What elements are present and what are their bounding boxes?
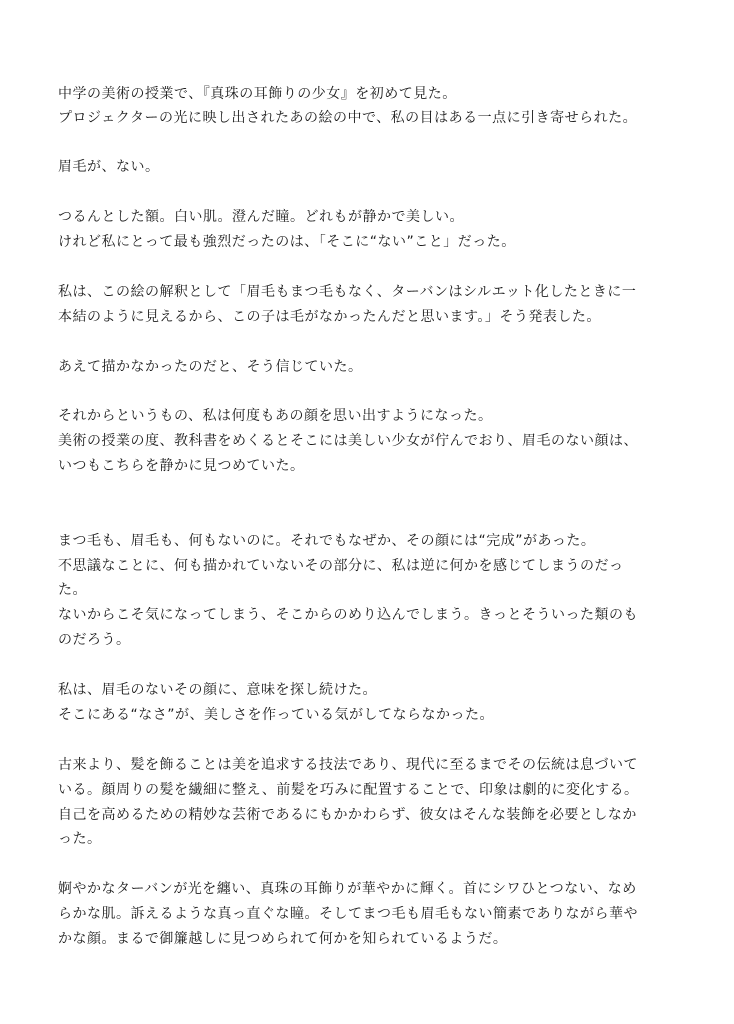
text-line: いつもこちらを静かに見つめていた。 [58, 458, 305, 474]
text-line: た。 [58, 582, 87, 598]
text-line: 不思議なことに、何も描かれていないその部分に、私は逆に何かを感じてしまうのだっ [58, 558, 624, 574]
text-line: 私は、眉毛のないその顔に、意味を探し続けた。 [58, 682, 377, 698]
text-line: 中学の美術の授業で、『真珠の耳飾りの少女』を初めて見た。 [58, 86, 457, 102]
text-line: 婀やかなターバンが光を纏い、真珠の耳飾りが華やかに輝く。首にシワひとつない、なめ [58, 881, 637, 897]
text-line: つるんとした額。白い肌。澄んだ瞳。どれもが静かで美しい。 [58, 209, 464, 225]
text-line: 美術の授業の度、教科書をめくるとそこには美しい少女が佇んでおり、眉毛のない顔は、 [58, 433, 638, 449]
text-line: それからというもの、私は何度もあの顔を思い出すようになった。 [58, 408, 493, 424]
text-line: そこにある“なさ”が、美しさを作っている気がしてならなかった。 [58, 707, 495, 723]
text-line: ないからこそ気になってしまう、そこからのめり込んでしまう。きっとそういった類のも [58, 607, 638, 623]
text-line: のだろう。 [58, 632, 131, 648]
text-line: らかな肌。訴えるような真っ直ぐな瞳。そしてまつ毛も眉毛もない簡素でありながら華や [58, 906, 638, 922]
text-line: いる。顔周りの髪を繊細に整え、前髪を巧みに配置することで、印象は劇的に変化する。 [58, 782, 639, 798]
text-line: 自己を高めるための精妙な芸術であるにもかかわらず、彼女はそんな装飾を必要としなか [58, 807, 637, 823]
text-line: かな顔。まるで御簾越しに見つめられて何かを知られているようだ。 [58, 931, 508, 947]
text-line: 眉毛が、ない。 [58, 159, 160, 175]
text-line: あえて描かなかったのだと、そう信じていた。 [58, 359, 363, 375]
text-line: けれど私にとって最も強烈だったのは、「そこに“ない”こと」だった。 [58, 234, 516, 250]
text-line: った。 [58, 831, 102, 847]
text-line: 私は、この絵の解釈として「眉毛もまつ毛もなく、ターバンはシルエット化したときに一 [58, 284, 637, 300]
text-line: まつ毛も、眉毛も、何もないのに。それでもなぜか、その顔には“完成”があった。 [58, 533, 596, 549]
text-line: 本結のように見えるから、この子は毛がなかったんだと思います。」そう発表した。 [58, 309, 601, 325]
text-line: 古来より、髪を飾ることは美を追求する技法であり、現代に至るまでその伝統は息づいて [58, 757, 638, 773]
text-line: プロジェクターの光に映し出されたあの絵の中で、私の目はある一点に引き寄せられた。 [58, 110, 638, 126]
